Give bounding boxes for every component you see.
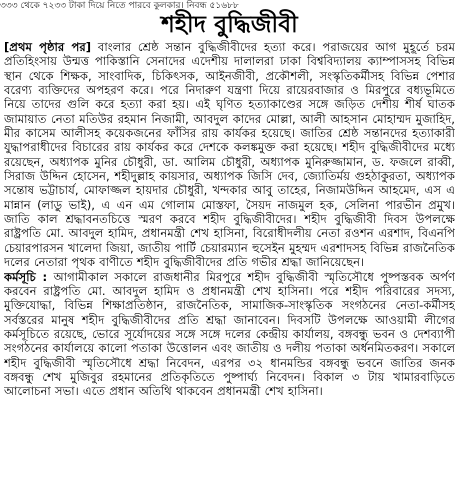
paragraph-two-text: আগামীকাল সকালে রাজধানীর মিরপুরে শহীদ বুদ্ধিজীবী স্মৃতিসৌধে পুষ্পস্তবক অর্পণ করবেন রাষ্ট্রপতি মো. আবদুল হামিদ ও প্রধানমন্ত্রী শেখ হাসিনা। পরে শহীদ পরিবারের সদস্য, মুক্তিযোদ্ধা, বিভিন্ন শিক্ষাপ্রতিষ্ঠান, রাজনৈতিক, সামাজিক-সাংস্কৃতিক সংগঠনের নেতা-কর্মীসহ সর্বস্তরের মানুষ শহীদ বুদ্ধিজীবীদের প্রতি শ্রদ্ধা জানাবেন। দিবসটি উপলক্ষে আওয়ামী লীগের কর্মসূচিতে রয়েছে, ভোরে সূর্যোদয়ের সঙ্গে সঙ্গে দলের কেন্দ্রীয় কার্যালয়, বঙ্গবন্ধু ভবন ও দেশব্যাপী সংগঠনের কার্যালয়ে কালো পতাকা উত্তোলন এবং জাতীয় ও দলীয় পতাকা অর্ধনমিতকরণ। সকালে শহীদ বুদ্ধিজীবী স্মৃতিসৌধে শ্রদ্ধা নিবেদন, এরপর ৩২ ধানমন্ডির বঙ্গবন্ধু ভবনে জাতির জনক বঙ্গবন্ধু শেখ মুজিবুর রহমানের প্রতিকৃতিতে পুষ্পার্ঘ্য নিবেদন। বিকাল ৩ টায় খামারবাড়িতে আলোচনা সভা। এতে প্রধান অতিথি থাকবেন প্রধানমন্ত্রী শেখ হাসিনা। (4, 269, 455, 399)
continuation-label: [প্রথম পৃষ্ঠার পর] (4, 40, 92, 54)
paragraph-one (4, 40, 455, 270)
article-headline: শহীদ বুদ্ধিজীবী (161, 12, 298, 38)
previous-article-fragment: ৩৩৩ থেকে ৭২৩৩ টাকা দিয়ে নিতে পারবে কুলকার। নিবন্ধ ৫১৬৮৮ (0, 1, 239, 11)
paragraph-two (4, 270, 455, 399)
paragraph-one-text: বাংলার শ্রেষ্ঠ সন্তান বুদ্ধিজীবীদের হত্যা করে। পরাজয়ের আগ মুহূর্তে চরম প্রতিহিংসায় উন্মত্ত পাকিস্তানি সেনাদের এদেশীয় দালালরা ঢাকা বিশ্ববিদ্যালয় ক্যাম্পাসসহ বিভিন্ন স্থান থেকে শিক্ষক, সাংবাদিক, চিকিৎসক, আইনজীবী, প্রকৌশলী, সংস্কৃতিকর্মীসহ বিভিন্ন পেশার বরেণ্য ব্যক্তিদের অপহরণ করে। পরে নিদারুণ যন্ত্রণা দিয়ে রায়েরবাজার ও মিরপুরে বধ্যভূমিতে নিয়ে তাদের গুলি করে হত্যা করা হয়। এই ঘৃণিত হত্যাকাণ্ডের সঙ্গে জড়িত দেশীয় শীর্ষ ঘাতক জামায়াত নেতা মতিউর রহমান নিজামী, আবদুল কাদের মোল্লা, আলী আহসান মোহাম্মদ মুজাহিদ, মীর কাসেম আলীসহ কয়েকজনের ফাঁসির রায় কার্যকর হয়েছে। জাতির শ্রেষ্ঠ সন্তানদের হত্যাকারী যুদ্ধাপরাধীদের বিচারের রায় কার্যকর করে দেশকে কলঙ্কমুক্ত করা হয়েছে। শহীদ বুদ্ধিজীবীদের মধ্যে রয়েছেন, অধ্যাপক মুনির চৌধুরী, ডা. আলিম চৌধুরী, অধ্যাপক মুনিরুজ্জামান, ড. ফজলে রাব্বী, সিরাজ উদ্দিন হোসেন, শহীদুল্লাহ কায়সার, অধ্যাপক জিসি দেব, জ্যোতির্ময় গুহঠাকুরতা, অধ্যাপক সন্তোষ ভট্টাচার্য, মোফাজ্জল হায়দার চৌধুরী, খন্দকার আবু তাহের, নিজামউদ্দিন আহমেদ, এস এ মান্নান (লাডু ভাই), এ এন এম গোলাম মোস্তফা, সৈয়দ নাজমুল হক, সেলিনা পারভীন প্রমুখ। জাতি কাল শ্রদ্ধাবনতচিত্তে স্মরণ করবে শহীদ বুদ্ধিজীবীদের। শহীদ বুদ্ধিজীবী দিবস উপলক্ষে রাষ্ট্রপতি মো. আবদুল হামিদ, প্রধানমন্ত্রী শেখ হাসিনা, বিরোধীদলীয় নেতা রওশন এরশাদ, বিএনপি চেয়ারপারসন খালেদা জিয়া, জাতীয় পার্টি চেয়ারম্যান হুসেইন মুহম্মদ এরশাদসহ বিভিন্ন রাজনৈতিক দলের নেতারা পৃথক বাণীতে শহীদ বুদ্ধিজীবীদের প্রতি গভীর শ্রদ্ধা জানিয়েছেন। (4, 40, 455, 270)
headline-container (0, 10, 459, 40)
program-heading: কর্মসূচি : (4, 269, 48, 284)
article-body (4, 40, 455, 498)
